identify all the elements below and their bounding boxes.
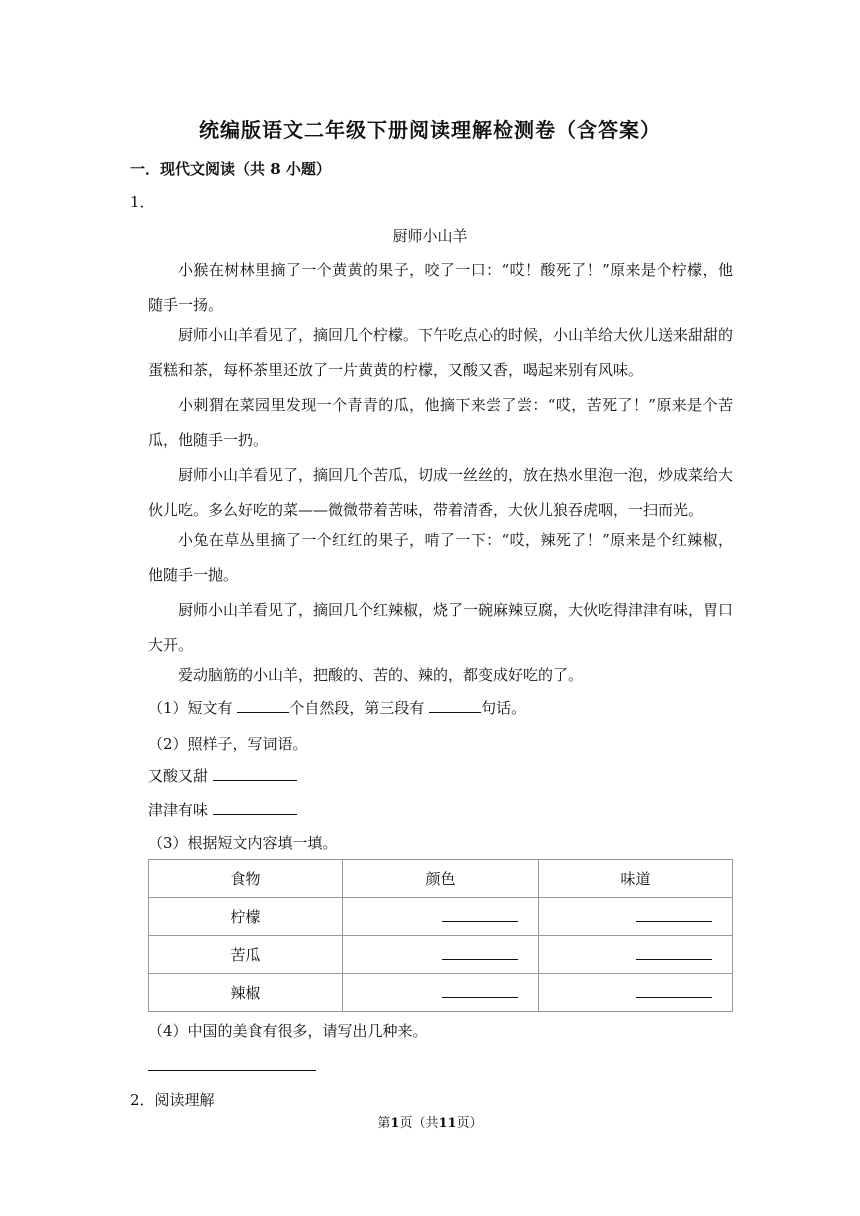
page-title: 统编版语文二年级下册阅读理解检测卷（含答案）: [199, 118, 661, 142]
answer-blank[interactable]: [442, 907, 518, 922]
example-word: 津津有味: [148, 801, 209, 819]
current-page: 1: [390, 1116, 400, 1131]
color-cell: [343, 936, 539, 974]
example-word-row: [148, 799, 297, 820]
page-footer: 第1页（共11页）: [377, 1116, 483, 1131]
story-paragraph: 厨师小山羊看见了，摘回几个柠檬。下午吃点心的时候，小山羊给大伙儿送来甜甜的蛋糕和茶，每杯茶里还放了一片黄黄的柠檬，又酸又香，喝起来别有风味。: [148, 326, 734, 379]
answer-blank[interactable]: [636, 983, 712, 998]
answer-blank[interactable]: [429, 698, 481, 713]
answer-blank[interactable]: [213, 766, 297, 781]
section-heading: 一．现代文阅读（共 8 小题）: [130, 160, 331, 178]
sub-question-3: （3）根据短文内容填一填。: [148, 834, 338, 852]
question-number: 1．: [130, 193, 155, 211]
total-pages: 11: [438, 1116, 457, 1131]
color-cell: [343, 898, 539, 936]
food-name: 柠檬: [149, 898, 343, 936]
table-header: 味道: [539, 860, 733, 898]
food-name: 辣椒: [149, 974, 343, 1012]
sub-question-1: （1）短文有 个自然段，第三段有 句话。: [148, 699, 527, 717]
sub-question-2: （2）照样子，写词语。: [148, 735, 308, 753]
story-paragraph: 厨师小山羊看见了，摘回几个红辣椒，烧了一碗麻辣豆腐，大伙吃得津津有味，胃口大开。: [148, 601, 734, 654]
answer-blank[interactable]: [636, 907, 712, 922]
answer-blank[interactable]: [237, 698, 289, 713]
story-paragraph: 小刺猬在菜园里发现一个青青的瓜，他摘下来尝了尝：“哎，苦死了！”原来是个苦瓜，他随手一扔。: [148, 396, 733, 449]
example-word: 又酸又甜: [148, 767, 209, 785]
taste-cell: [539, 898, 733, 936]
story-paragraph: 厨师小山羊看见了，摘回几个苦瓜，切成一丝丝的，放在热水里泡一泡，炒成菜给大伙儿吃。多么好吃的菜——微微带着苦味，带着清香，大伙儿狼吞虎咽，一扫而光。: [148, 466, 734, 519]
answer-blank[interactable]: [636, 945, 712, 960]
table-header: 颜色: [343, 860, 539, 898]
color-cell: [343, 974, 539, 1012]
story-paragraph: 爱动脑筋的小山羊，把酸的、苦的、辣的，都变成好吃的了。: [178, 666, 584, 684]
story-paragraph: 小猴在树林里摘了一个黄黄的果子，咬了一口：“哎！酸死了！”原来是个柠檬，他随手一扬。: [148, 261, 733, 314]
answer-blank[interactable]: [213, 800, 297, 815]
table-row: [149, 936, 733, 974]
story-paragraph: 小兔在草丛里摘了一个红红的果子，啃了一下：“哎，辣死了！”原来是个红辣椒，他随手一抛。: [148, 531, 733, 584]
table-row: [149, 974, 733, 1012]
taste-cell: [539, 974, 733, 1012]
taste-cell: [539, 936, 733, 974]
story-title: 厨师小山羊: [392, 227, 468, 245]
example-word-row: [148, 765, 297, 786]
table-header: 食物: [149, 860, 343, 898]
food-name: 苦瓜: [149, 936, 343, 974]
answer-line[interactable]: [148, 1070, 316, 1071]
food-table: [148, 859, 733, 1012]
table-row: [149, 898, 733, 936]
question-2-heading: 2．阅读理解: [130, 1091, 215, 1109]
sub-question-4: （4）中国的美食有很多，请写出几种来。: [148, 1022, 428, 1040]
answer-blank[interactable]: [442, 983, 518, 998]
answer-blank[interactable]: [442, 945, 518, 960]
table-header-row: [149, 860, 733, 898]
